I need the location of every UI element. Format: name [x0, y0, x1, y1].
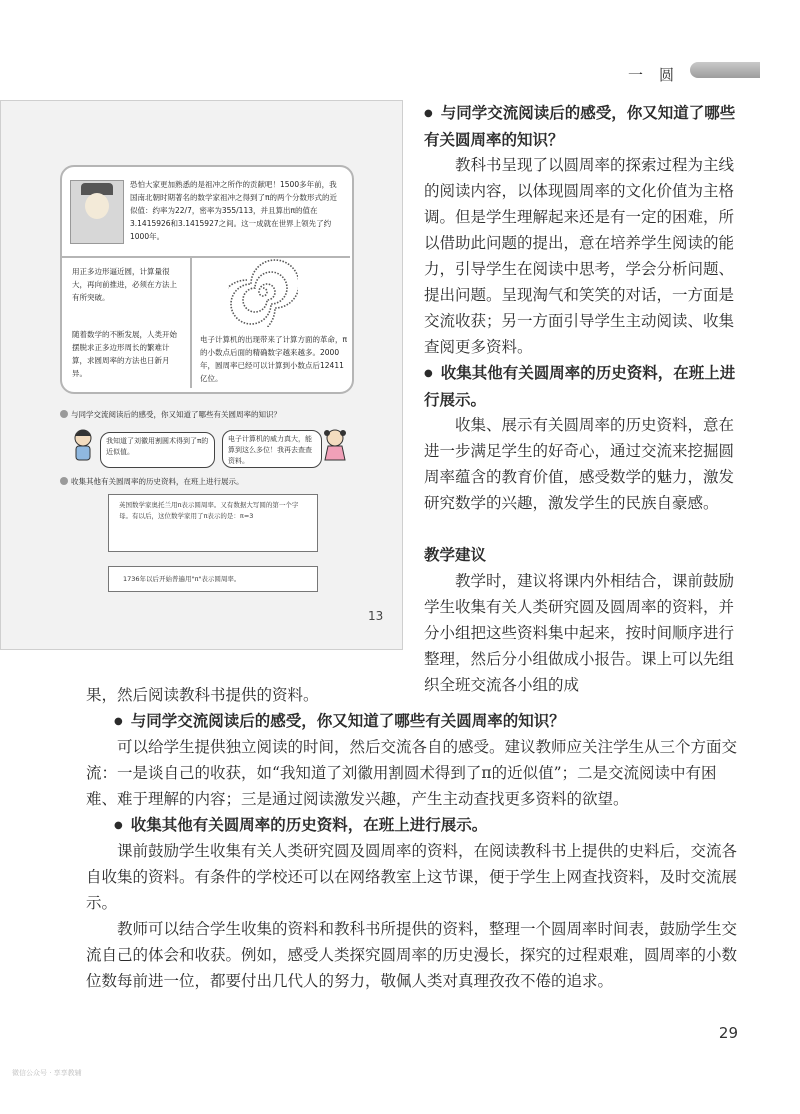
development-text: 随着数学的不断发展，人类开始摆脱求正多边形周长的繁难计算，求圆周率的方法也日新月异。: [72, 330, 177, 378]
section-title-teaching-advice: 教学建议: [424, 545, 487, 564]
intro-text: 恐怕大家更加熟悉的是祖冲之所作的贡献吧！1500多年前，我国南北朝时期著名的数学家祖冲之得到了π的两个分数形式的近似值：约率为22/7，密率为355/113，并且算出π的值在3.1415926和3.1415927之间。这一成就在世界上领先了约1000年。: [130, 180, 338, 241]
chapter-tab: [690, 62, 760, 78]
paragraph-teaching-advice: 教学时，建议将课内外相结合，课前鼓励学生收集有关人类研究圆及圆周率的资料，并分小组把这些资料集中起来，按时间顺序进行整理，然后分小组做成小报告。课上可以先组织全班交流各小组的成: [424, 572, 735, 694]
textbook-question-2-text: 收集其他有关圆周率的历史资料，在班上进行展示。: [71, 477, 244, 486]
speech-bubble-left: 我知道了刘徽用割圆术得到了π的近似值。: [100, 432, 215, 468]
heading-collect-history: ● 收集其他有关圆周率的历史资料，在班上进行展示。: [424, 360, 746, 413]
speech-bubble-right: 电子计算机的威力真大，能算到这么多位！我再去查查资料。: [222, 430, 322, 468]
textbook-question-1-text: 与同学交流阅读后的感受，你又知道了哪些有关圆周率的知识？: [71, 410, 281, 419]
scroll-note-2-text: 1736年以后开始普遍用"π"表示圆周率。: [123, 575, 241, 583]
polygon-text: 用正多边形逼近圆，计算量很大，再向前推进，必须在方法上有所突破。: [72, 267, 177, 302]
heading-collect-history-2: ● 收集其他有关圆周率的历史资料，在班上进行展示。: [114, 812, 754, 839]
bullet-icon: [60, 410, 68, 418]
divider: [190, 258, 192, 388]
paragraph-reading-exchange: 可以给学生提供独立阅读的时间，然后交流各自的感受。建议教师应关注学生从三个方面交流：一是谈自己的收获，如“我知道了刘徽用割圆术得到了π的近似值”；二是交流阅读中有困难、难于理解的内容；三是通过阅读激发兴趣，产生主动查找更多资料的欲望。: [86, 738, 738, 808]
paragraph-collect-purpose: 收集、展示有关圆周率的历史资料，意在进一步满足学生的好奇心，通过交流来挖掘圆周率蕴含的教育价值，感受数学的魅力，激发研究数学的兴趣，激发学生的民族自豪感。: [424, 416, 735, 512]
scroll-note-1: [108, 494, 318, 552]
page-number: 29: [718, 1024, 738, 1042]
paragraph-timeline: 教师可以结合学生收集的资料和教科书所提供的资料，整理一个圆周率时间表，鼓励学生交流自己的体会和收获。例如，感受人类探究圆周率的历史漫长，探究的过程艰难，圆周率的小数位数每前进一位，都要付出几代人的努力，敬佩人类对真理孜孜不倦的追求。: [86, 920, 738, 990]
pi-digits-spiral-icon: [228, 257, 298, 327]
divider: [62, 256, 350, 258]
boy-character-icon: [70, 428, 96, 464]
paragraph-collect-materials: 课前鼓励学生收集有关人类研究圆及圆周率的资料，在阅读教科书上提供的史料后，交流各自收集的资料。有条件的学校还可以在网络教室上这节课，便于学生上网查找资料，及时交流展示。: [86, 842, 738, 912]
computer-text: 电子计算机的出现带来了计算方面的革命，π的小数点后面的精确数字越来越多。2000年，圆周率已经可以计算到小数点后12411亿位。: [200, 335, 348, 383]
girl-character-icon: [322, 428, 348, 464]
zu-chongzhi-portrait: [70, 180, 124, 244]
textbook-question-1: [60, 409, 400, 420]
textbook-page-number: 13: [368, 609, 384, 623]
textbook-question-2: [60, 476, 400, 487]
paragraph-textbook-content: 教科书呈现了以圆周率的探索过程为主线的阅读内容，以体现圆周率的文化价值为主格调。但是学生理解起来还是有一定的困难，所以借助此问题的提出，意在培养学生阅读的能力，引导学生在阅读中思考，学会分析问题、提出问题。呈现淘气和笑笑的对话，一方面是交流收获；另一方面引导学生主动阅读、收集查阅更多资料。: [424, 156, 735, 356]
scroll-note-2: [108, 566, 318, 592]
scroll-note-1-text: 英国数学家奥托兰用π表示圆周率。又有数据大写圆的第一个字母。有以后，这位数学家用了π表示的是：π=3: [119, 501, 299, 520]
heading-exchange-feelings-2: ● 与同学交流阅读后的感受，你又知道了哪些有关圆周率的知识？: [114, 708, 754, 735]
paragraph-teaching-advice-continued: 果，然后阅读教科书提供的资料。: [86, 686, 319, 704]
watermark: 微信公众号 · 享享教辅: [12, 1069, 82, 1077]
bullet-icon: [60, 477, 68, 485]
chapter-title: 一圆: [627, 66, 690, 84]
heading-exchange-feelings: ● 与同学交流阅读后的感受，你又知道了哪些有关圆周率的知识？: [424, 100, 746, 153]
